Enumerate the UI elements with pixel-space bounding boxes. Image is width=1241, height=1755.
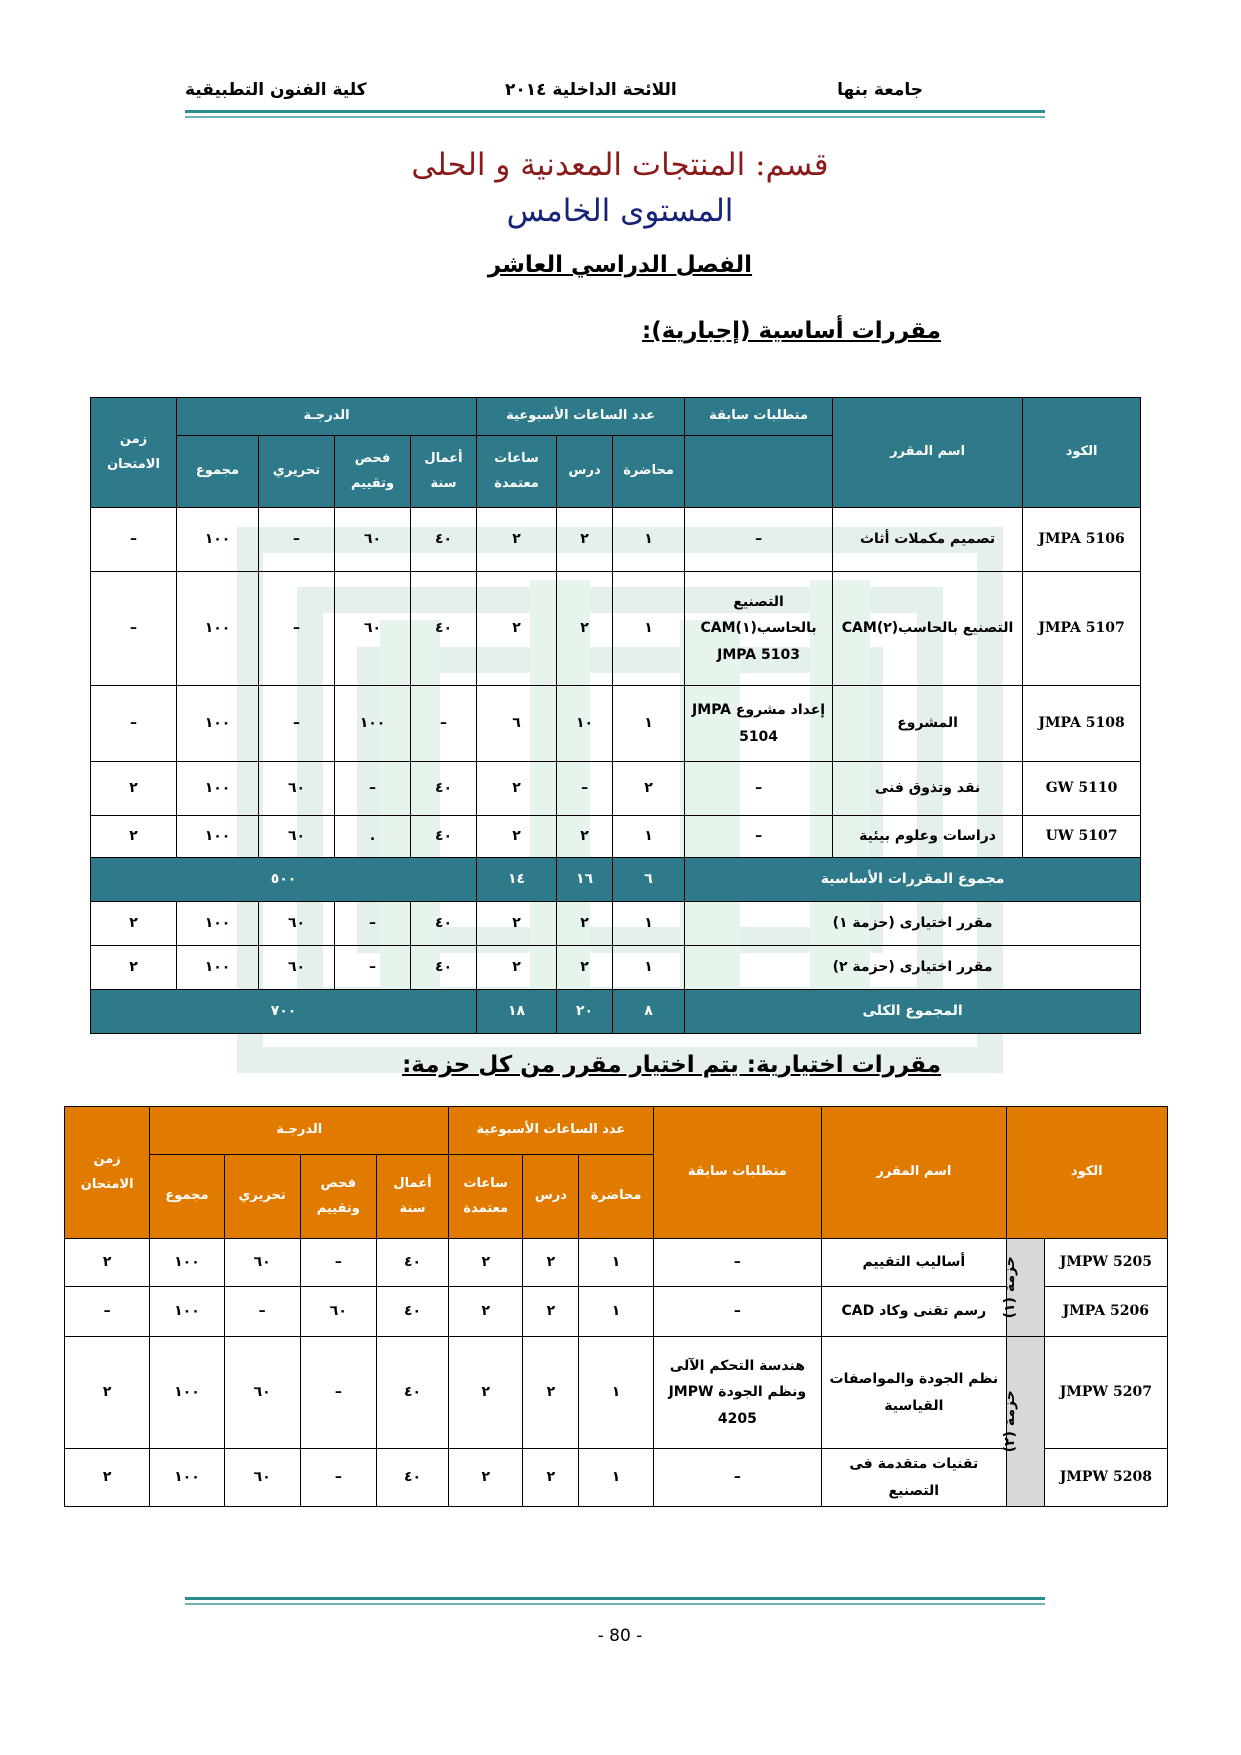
table-row: [65, 1337, 1168, 1449]
header-rule-thin: [185, 116, 1045, 118]
col-course-name: اسم المقرر: [822, 1107, 1006, 1239]
col-credit-hours: ساعات معتمدة: [477, 436, 557, 508]
course-coursework: ٤٠: [411, 816, 477, 858]
table-row: [91, 572, 1141, 686]
course-exam-eval: ١٠٠: [335, 686, 411, 762]
course-lecture: ١: [613, 508, 685, 572]
course-lecture: ١: [579, 1239, 653, 1287]
electives-section-heading: مقررات اختيارية: يتم اختيار مقرر من كل حزمة:: [402, 1052, 941, 1078]
col-coursework: أعمال سنة: [376, 1155, 448, 1239]
col-course-name: اسم المقرر: [833, 398, 1023, 508]
course-total: ١٠٠: [177, 816, 259, 858]
course-prereq: –: [653, 1239, 821, 1287]
course-name: المشروع: [833, 686, 1023, 762]
course-total: ١٠٠: [150, 1239, 224, 1287]
course-coursework: ٤٠: [376, 1449, 448, 1507]
course-prereq: التصنيع بالحاسب(١)CAM JMPA 5103: [685, 572, 833, 686]
course-lesson: ٢: [523, 1239, 579, 1287]
course-credit: ٢: [449, 1449, 523, 1507]
course-exam-time: ٢: [91, 902, 177, 946]
footer-rule: [185, 1597, 1045, 1600]
course-name: التصنيع بالحاسب(٢)CAM: [833, 572, 1023, 686]
sum-label: مجموع المقررات الأساسية: [685, 858, 1141, 902]
course-written: –: [224, 1287, 300, 1337]
course-credit: ٢: [449, 1239, 523, 1287]
course-prereq: –: [653, 1287, 821, 1337]
col-prerequisites: متطلبات سابقة: [685, 398, 833, 436]
table-row: [91, 686, 1141, 762]
course-credit: ٢: [477, 762, 557, 816]
course-total: ١٠٠: [150, 1287, 224, 1337]
course-lesson: ١٠: [557, 686, 613, 762]
course-code: UW 5107: [1023, 816, 1141, 858]
header-university: جامعة بنها: [837, 80, 923, 100]
course-lecture: ١: [613, 946, 685, 990]
course-coursework: –: [411, 686, 477, 762]
course-coursework: ٤٠: [411, 508, 477, 572]
course-coursework: ٤٠: [376, 1337, 448, 1449]
course-lesson: ٢: [557, 816, 613, 858]
course-exam-eval: .: [335, 816, 411, 858]
course-lecture: ١: [579, 1449, 653, 1507]
col-total: مجموع: [177, 436, 259, 508]
course-prereq: –: [685, 508, 833, 572]
course-total: ١٠٠: [177, 946, 259, 990]
course-exam-time: –: [91, 572, 177, 686]
course-name: أساليب التقييم: [822, 1239, 1006, 1287]
table-row: [65, 1239, 1168, 1287]
course-total: ١٠٠: [177, 686, 259, 762]
course-lecture: ١: [613, 572, 685, 686]
col-lecture: محاضرة: [579, 1155, 653, 1239]
course-coursework: ٤٠: [411, 762, 477, 816]
course-written: ٦٠: [224, 1449, 300, 1507]
course-prereq: إعداد مشروع JMPA 5104: [685, 686, 833, 762]
course-exam-eval: –: [300, 1239, 376, 1287]
course-exam-time: ٢: [65, 1449, 150, 1507]
col-exam-time: زمن الامتحان: [65, 1107, 150, 1239]
package-2-text: حزمة (٢): [1001, 1390, 1018, 1453]
elective-courses-table: [64, 1106, 1168, 1507]
course-exam-time: ٢: [65, 1239, 150, 1287]
course-name: دراسات وعلوم بيئية: [833, 816, 1023, 858]
col-lesson: درس: [557, 436, 613, 508]
course-written: ٦٠: [224, 1239, 300, 1287]
course-prereq: هندسة التحكم الآلى ونظم الجودة JMPW 4205: [653, 1337, 821, 1449]
course-lecture: ١: [579, 1287, 653, 1337]
col-lecture: محاضرة: [613, 436, 685, 508]
course-exam-time: –: [91, 508, 177, 572]
table-row: [65, 1449, 1168, 1507]
package-1-text: حزمة (١): [1001, 1256, 1018, 1319]
table-row: [91, 508, 1141, 572]
grand-total-grade: ٧٠٠: [91, 990, 477, 1034]
course-code: JMPA 5108: [1023, 686, 1141, 762]
sum-credit: ١٤: [477, 858, 557, 902]
course-exam-eval: –: [335, 762, 411, 816]
sum-lecture: ٦: [613, 858, 685, 902]
elective-slot-name: مقرر اختيارى (حزمة ١): [685, 902, 1141, 946]
course-exam-eval: –: [335, 902, 411, 946]
course-total: ١٠٠: [177, 572, 259, 686]
course-name: نقد وتذوق فنى: [833, 762, 1023, 816]
course-lesson: ٢: [557, 946, 613, 990]
course-lesson: –: [557, 762, 613, 816]
package-1-label: [1001, 1239, 1044, 1337]
col-weekly-hours: عدد الساعات الأسبوعية: [477, 398, 685, 436]
header-rule: [185, 110, 1045, 113]
footer-rule-thin: [185, 1603, 1045, 1605]
col-exam-time: زمن الامتحان: [91, 398, 177, 508]
course-coursework: ٤٠: [376, 1287, 448, 1337]
col-coursework: أعمال سنة: [411, 436, 477, 508]
course-total: ١٠٠: [177, 902, 259, 946]
course-exam-eval: ٦٠: [300, 1287, 376, 1337]
course-lesson: ٢: [523, 1449, 579, 1507]
course-lecture: ١: [613, 902, 685, 946]
course-prereq: –: [685, 762, 833, 816]
core-sum-row: [91, 858, 1141, 902]
grand-total-label: المجموع الكلى: [685, 990, 1141, 1034]
col-exam-eval: فحص وتقييم: [300, 1155, 376, 1239]
course-lecture: ٢: [613, 762, 685, 816]
course-coursework: ٤٠: [411, 902, 477, 946]
course-lesson: ٢: [557, 572, 613, 686]
sum-lesson: ١٦: [557, 858, 613, 902]
course-total: ١٠٠: [150, 1449, 224, 1507]
course-name: رسم تقنى وكاد CAD: [822, 1287, 1006, 1337]
grand-total-row: [91, 990, 1141, 1034]
grand-total-credit: ١٨: [477, 990, 557, 1034]
table-row: [91, 816, 1141, 858]
col-written: تحريري: [259, 436, 335, 508]
col-code: الكود: [1006, 1107, 1167, 1239]
course-total: ١٠٠: [150, 1337, 224, 1449]
col-exam-eval: فحص وتقييم: [335, 436, 411, 508]
col-total: مجموع: [150, 1155, 224, 1239]
course-name: تصميم مكملات أثاث: [833, 508, 1023, 572]
col-prerequisites: متطلبات سابقة: [653, 1107, 821, 1239]
course-coursework: ٤٠: [376, 1239, 448, 1287]
course-exam-time: ٢: [91, 816, 177, 858]
col-weekly-hours: عدد الساعات الأسبوعية: [449, 1107, 654, 1155]
course-credit: ٢: [477, 508, 557, 572]
elective-slot-name: مقرر اختيارى (حزمة ٢): [685, 946, 1141, 990]
course-credit: ٦: [477, 686, 557, 762]
course-exam-eval: –: [300, 1337, 376, 1449]
course-exam-time: ٢: [65, 1337, 150, 1449]
course-written: ٦٠: [259, 762, 335, 816]
course-written: –: [259, 508, 335, 572]
course-exam-time: ٢: [91, 946, 177, 990]
course-written: ٦٠: [259, 902, 335, 946]
course-exam-eval: –: [300, 1449, 376, 1507]
course-credit: ٢: [477, 902, 557, 946]
course-written: ٦٠: [259, 816, 335, 858]
course-lesson: ٢: [523, 1287, 579, 1337]
course-lesson: ٢: [557, 902, 613, 946]
course-exam-eval: –: [335, 946, 411, 990]
course-written: –: [259, 572, 335, 686]
col-credit-hours: ساعات معتمدة: [449, 1155, 523, 1239]
course-credit: ٢: [477, 572, 557, 686]
semester-title: الفصل الدراسي العاشر: [487, 252, 753, 278]
col-prereq-blank: [685, 436, 833, 508]
course-credit: ٢: [449, 1337, 523, 1449]
course-code: JMPW 5208: [1044, 1449, 1167, 1507]
col-grade: الدرجـة: [177, 398, 477, 436]
course-code: JMPW 5207: [1044, 1337, 1167, 1449]
sum-grade-total: ٥٠٠: [91, 858, 477, 902]
course-written: –: [259, 686, 335, 762]
course-lecture: ١: [613, 686, 685, 762]
col-written: تحريري: [224, 1155, 300, 1239]
course-coursework: ٤٠: [411, 946, 477, 990]
course-name: نظم الجودة والمواصفات القياسية: [822, 1337, 1006, 1449]
course-credit: ٢: [477, 946, 557, 990]
course-total: ١٠٠: [177, 508, 259, 572]
department-title: قسم: المنتجات المعدنية و الحلى: [411, 147, 829, 183]
table-row: [91, 902, 1141, 946]
col-code: الكود: [1023, 398, 1141, 508]
course-lecture: ١: [613, 816, 685, 858]
course-code: JMPW 5205: [1044, 1239, 1167, 1287]
package-2-label: [1001, 1337, 1044, 1507]
course-code: GW 5110: [1023, 762, 1141, 816]
course-lecture: ١: [579, 1337, 653, 1449]
course-written: ٦٠: [259, 946, 335, 990]
header-faculty: كلية الفنون التطبيقية: [185, 80, 367, 100]
level-title: المستوى الخامس: [506, 193, 734, 229]
course-exam-eval: ٦٠: [335, 572, 411, 686]
course-lesson: ٢: [523, 1337, 579, 1449]
course-name: تقنيات متقدمة فى التصنيع: [822, 1449, 1006, 1507]
course-code: JMPA 5106: [1023, 508, 1141, 572]
grand-total-lesson: ٢٠: [557, 990, 613, 1034]
course-code: JMPA 5206: [1044, 1287, 1167, 1337]
page-number: - 80 -: [597, 1626, 643, 1646]
course-credit: ٢: [449, 1287, 523, 1337]
course-exam-time: ٢: [91, 762, 177, 816]
course-exam-eval: ٦٠: [335, 508, 411, 572]
course-prereq: –: [685, 816, 833, 858]
grand-total-lecture: ٨: [613, 990, 685, 1034]
table-row: [91, 762, 1141, 816]
course-exam-time: –: [65, 1287, 150, 1337]
course-lesson: ٢: [557, 508, 613, 572]
col-grade: الدرجـة: [150, 1107, 449, 1155]
course-written: ٦٠: [224, 1337, 300, 1449]
course-exam-time: –: [91, 686, 177, 762]
course-prereq: –: [653, 1449, 821, 1507]
course-credit: ٢: [477, 816, 557, 858]
col-lesson: درس: [523, 1155, 579, 1239]
course-total: ١٠٠: [177, 762, 259, 816]
course-code: JMPA 5107: [1023, 572, 1141, 686]
course-coursework: ٤٠: [411, 572, 477, 686]
core-section-heading: مقررات أساسية (إجبارية):: [642, 318, 941, 344]
core-courses-table: [90, 397, 1141, 1034]
table-row: [91, 946, 1141, 990]
header-regulation: اللائحة الداخلية ٢٠١٤: [505, 80, 677, 100]
